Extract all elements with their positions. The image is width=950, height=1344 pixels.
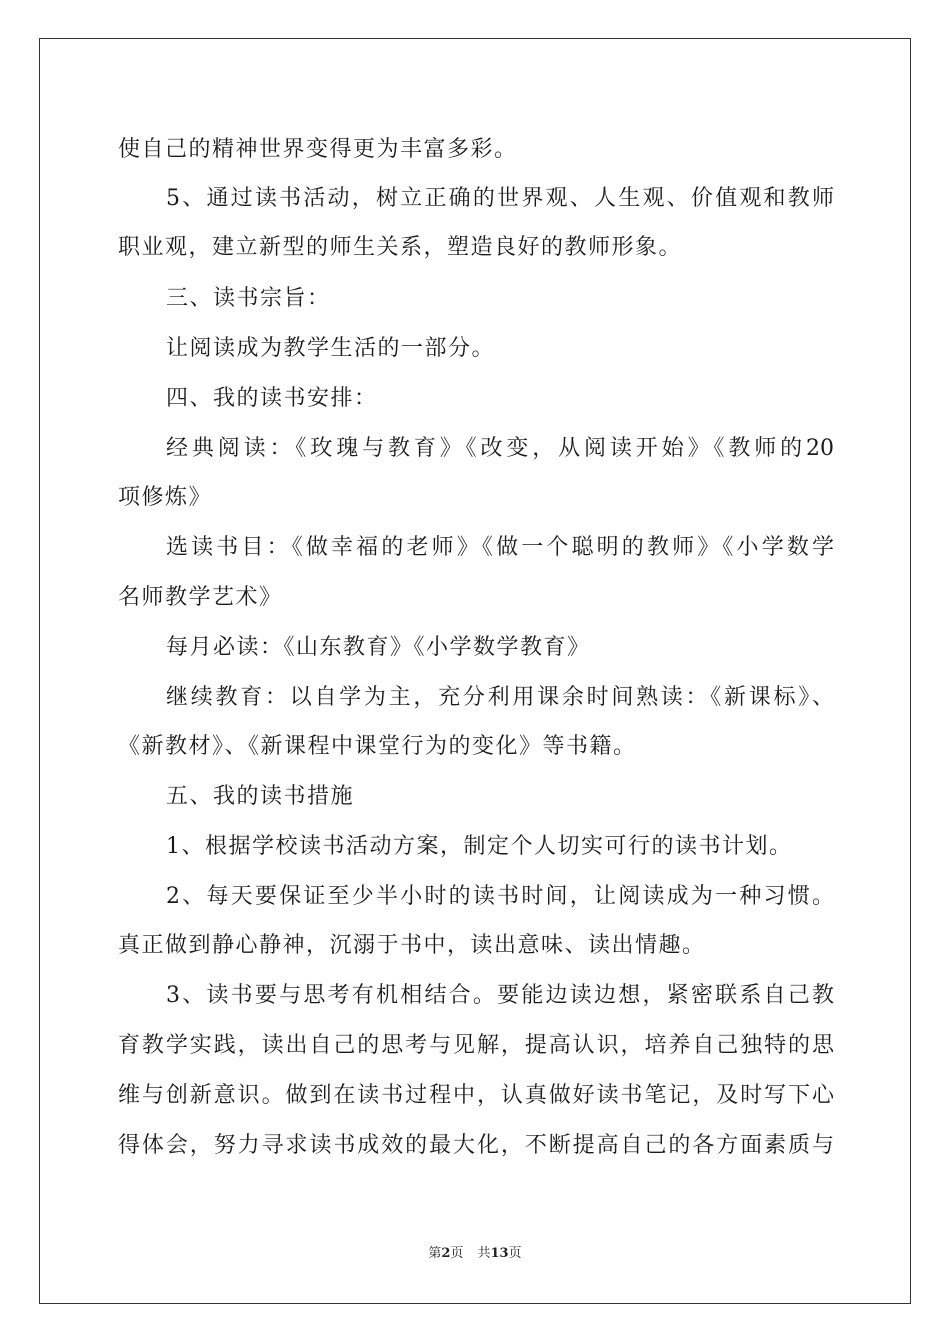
page-border: [39, 38, 911, 1304]
paragraph-line: 真正做到静心静神，沉溺于书中，读出意味、读出情趣。: [118, 933, 706, 958]
footer-total-pages: 13: [490, 1246, 509, 1261]
paragraph-line: 得体会，努力寻求读书成效的最大化，不断提高自己的各方面素质与: [118, 1133, 834, 1158]
section-heading: 四、我的读书安排：: [166, 386, 378, 411]
paragraph-line: 经典阅读：《玫瑰与教育》《改变，从阅读开始》《教师的20: [166, 436, 834, 461]
paragraph-line: 项修炼》: [118, 485, 213, 510]
footer-total-prefix: 共: [477, 1246, 491, 1261]
paragraph-line: 维与创新意识。做到在读书过程中，认真做好读书笔记，及时写下心: [118, 1083, 834, 1108]
paragraph-line: 1、根据学校读书活动方案，制定个人切实可行的读书计划。: [166, 834, 793, 859]
paragraph-line: 每月必读：《山东教育》《小学数学教育》: [166, 635, 591, 660]
paragraph-line: 《新教材》、《新课程中课堂行为的变化》等书籍。: [118, 734, 637, 759]
paragraph-line: 选读书目：《做幸福的老师》《做一个聪明的教师》《小学数学: [166, 535, 834, 560]
paragraph-line: 名师教学艺术》: [118, 585, 283, 610]
paragraph-line: 3、读书要与思考有机相结合。要能边读边想，紧密联系自己教: [166, 983, 834, 1008]
paragraph-line: 继续教育：以自学为主，充分利用课余时间熟读：《新课标》、: [166, 685, 834, 710]
paragraph-line: 2、每天要保证至少半小时的读书时间，让阅读成为一种习惯。: [166, 884, 834, 909]
section-heading: 五、我的读书措施: [166, 784, 355, 809]
paragraph-line: 职业观，建立新型的师生关系，塑造良好的教师形象。: [118, 235, 683, 260]
footer-page-prefix: 第: [428, 1246, 442, 1261]
page-footer: [0, 1245, 950, 1263]
section-heading: 三、读书宗旨：: [166, 286, 331, 311]
paragraph-line: 育教学实践，读出自己的思考与见解，提高认识，培养自己独特的思: [118, 1033, 834, 1058]
paragraph-line: 5、通过读书活动，树立正确的世界观、人生观、价值观和教师: [166, 186, 834, 211]
paragraph-line: 使自己的精神世界变得更为丰富多彩。: [118, 137, 518, 162]
footer-page-unit: 页: [450, 1246, 464, 1261]
footer-total-unit: 页: [508, 1246, 522, 1261]
paragraph-line: 让阅读成为教学生活的一部分。: [166, 336, 496, 361]
footer-page-number: 2: [441, 1246, 451, 1261]
